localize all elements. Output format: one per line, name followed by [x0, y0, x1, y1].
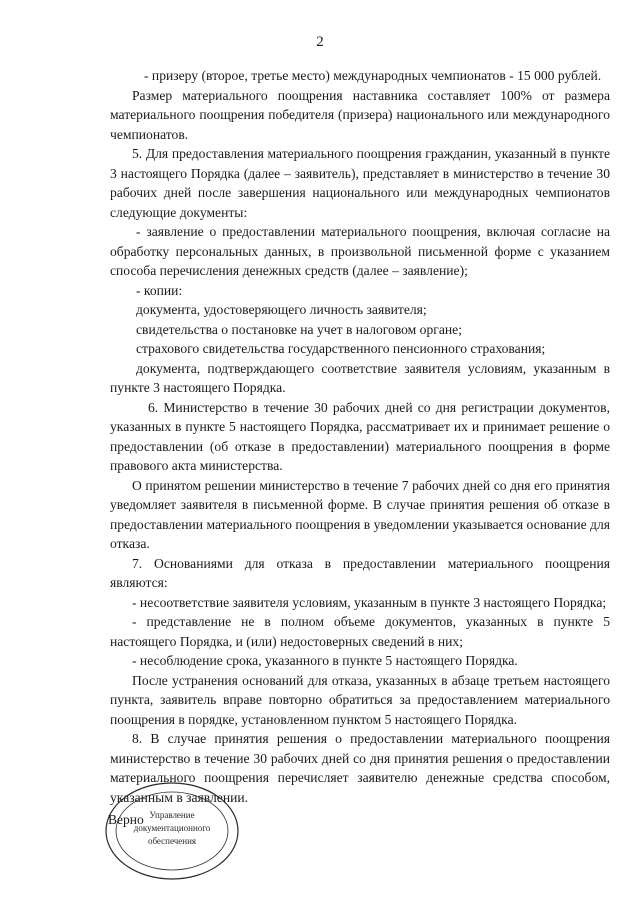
paragraph-copy-tax: свидетельства о постановке на учет в налоговом органе; — [136, 321, 462, 337]
paragraph-copies: - копии: — [136, 282, 183, 298]
stamp-line-1: Управление — [149, 810, 195, 820]
paragraph-notification: О принятом решении министерство в течение 7 рабочих дней со дня его принятия уведомляет заявителя в письменной форме. В случае принятия решения об отказе в предоставлении материального поощрения в уведомлении указывается основание для отказа. — [110, 477, 610, 551]
paragraph-prize-amount: - призеру (второе, третье место) международных чемпионатов - 15 000 рублей. — [144, 68, 602, 83]
verno-mark: Верно — [108, 812, 144, 827]
paragraph-item-6: 6. Министерство в течение 30 рабочих дней со дня регистрации документов, указанных в пункте 5 настоящего Порядка, рассматривает их и принимает решение о предоставлении (об отказе в предоставлении) материального поощрения в форме правового акта министерства. — [110, 399, 610, 473]
paragraph-refusal-1: - несоответствие заявителя условиям, указанным в пункте 3 настоящего Порядка; — [132, 594, 607, 610]
paragraph-application: - заявление о предоставлении материального поощрения, включая согласие на обработку персональных данных, в произвольной письменной форме с указанием способа перечисления денежных средств (далее – заявление); — [110, 224, 610, 278]
paragraph-copy-id: документа, удостоверяющего личность заявителя; — [136, 302, 427, 317]
paragraph-mentor-reward: Размер материального поощрения наставника составляет 100% от размера материального поощрения победителя (призера) национального или международного чемпионатов. — [110, 87, 610, 142]
stamp-line-2: документационного — [133, 823, 211, 833]
document-body — [110, 66, 610, 807]
paragraph-item-8: 8. В случае принятия решения о предоставлении материального поощрения министерство в течение 30 рабочих дней со дня принятия решения о предоставлении материального поощрения перечисляет заявителю денежные средства способом, указанным в заявлении. — [110, 731, 610, 805]
paragraph-refusal-3: - несоблюдение срока, указанного в пункте 5 настоящего Порядка. — [132, 653, 518, 668]
paragraph-reapply: После устранения оснований для отказа, указанных в абзаце третьем настоящего пункта, заявитель вправе повторно обратиться за предоставлением материального поощрения в порядке, установленном пунктом 5 настоящего Порядка. — [110, 672, 610, 727]
paragraph-item-7: 7. Основаниями для отказа в предоставлении материального поощрения являются: — [110, 555, 610, 590]
page-number: 2 — [316, 34, 324, 50]
paragraph-item-5: 5. Для предоставления материального поощрения гражданин, указанный в пункте 3 настоящего Порядка (далее – заявитель), представляет в министерство в течение 30 рабочих дней после завершения национального или международных чемпионатов следующие документы: — [110, 146, 610, 220]
paragraph-copy-pension: страхового свидетельства государственного пенсионного страхования; — [136, 341, 546, 356]
paragraph-copy-conformity: документа, подтверждающего соответствие заявителя условиям, указанным в пункте 3 настоящего Порядка. — [110, 360, 610, 395]
paragraph-refusal-2: - представление не в полном объеме документов, указанных в пункте 5 настоящего Порядка, и (или) недостоверных сведений в них; — [110, 614, 610, 649]
stamp-seal — [100, 776, 244, 886]
stamp-line-3: обеспечения — [147, 836, 197, 846]
